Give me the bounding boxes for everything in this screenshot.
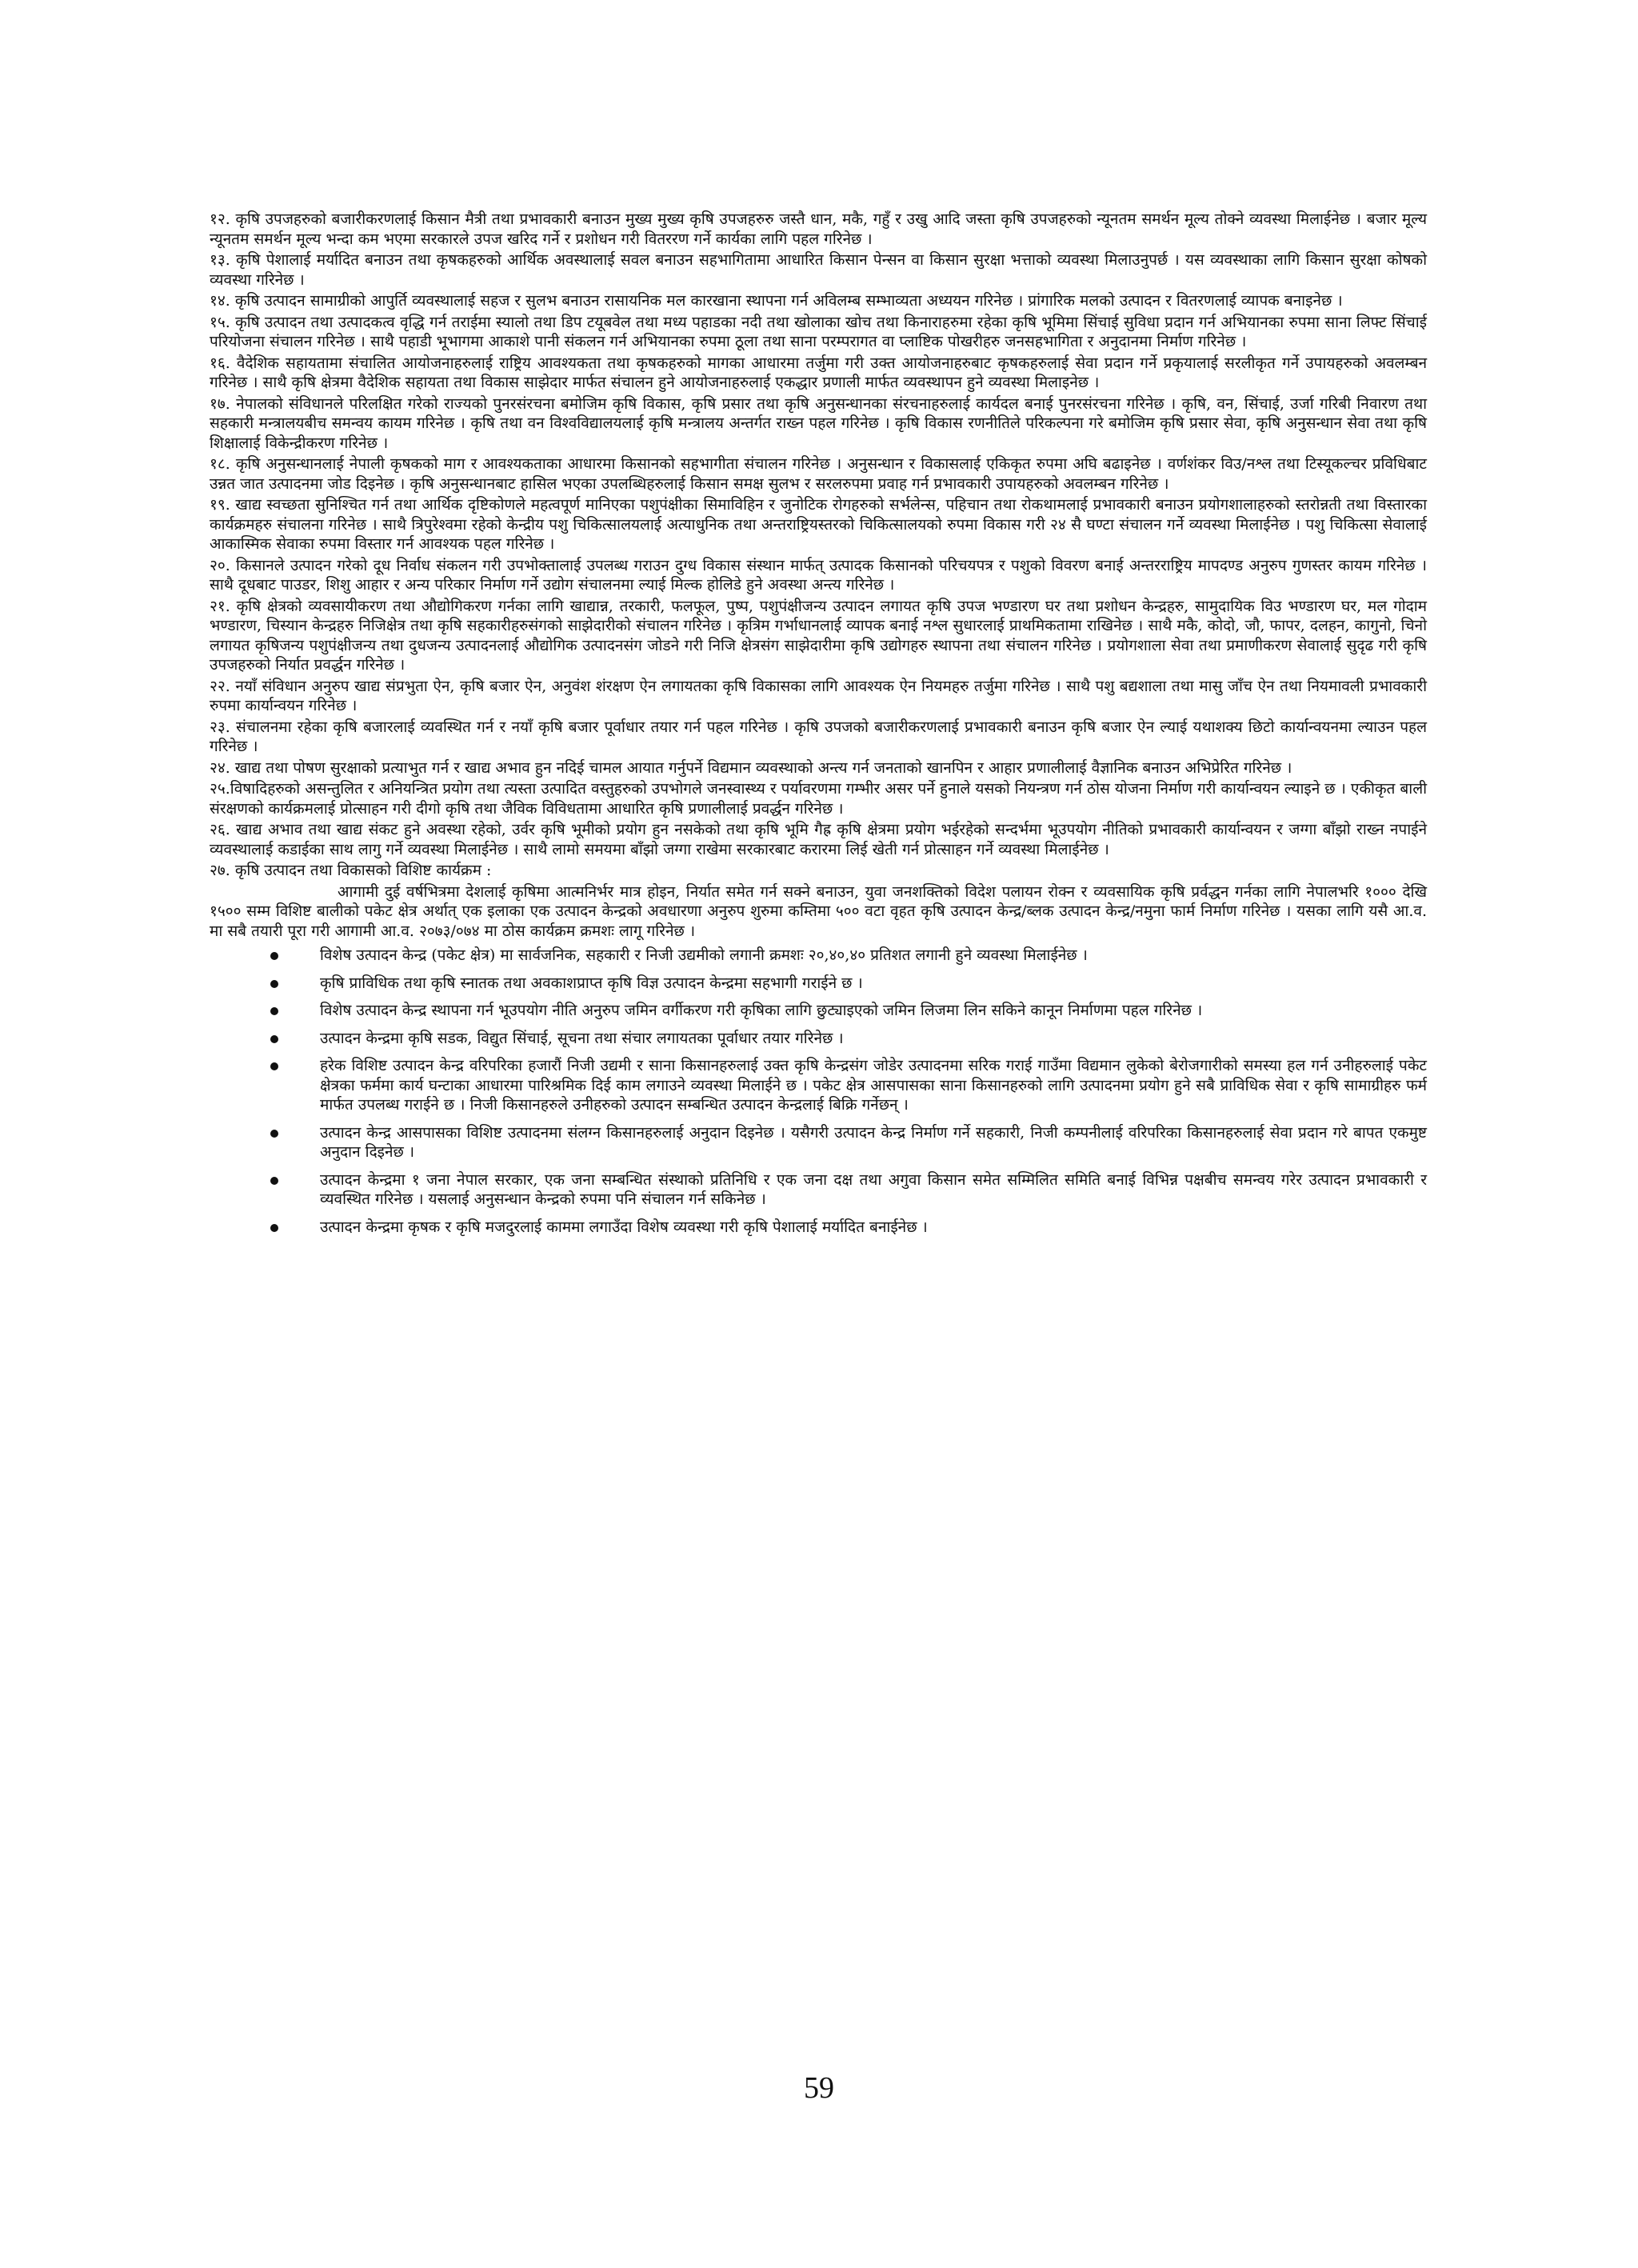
bullet-icon <box>270 1177 278 1185</box>
bullet-icon <box>270 1007 278 1015</box>
paragraph-12: १२. कृषि उपजहरुको बजारीकरणलाई किसान मैत्री तथा प्रभावकारी बनाउन मुख्य मुख्य कृषि उपजहरुरु जस्तै धान, मकै, गहुँ र उखु आदि जस्ता कृषि उपजहरुको न्यूनतम समर्थन मूल्य तोक्ने व्यवस्था मिलाईनेछ । बजार मूल्य न्यूनतम समर्थन मूल्य भन्दा कम भएमा सरकारले उपज खरिद गर्ने र प्रशोधन गरी वितररण गर्ने कार्यका लागि पहल गरिनेछ । <box>210 210 1427 248</box>
paragraph-16: १६. वैदेशिक सहायतामा संचालित आयोजनाहरुलाई राष्ट्रिय आवश्यकता तथा कृषकहरुको मागका आधारमा तर्जुमा गरी उक्त आयोजनाहरुबाट कृषकहरुलाई सेवा प्रदान गर्ने प्रकृयालाई सरलीकृत गर्ने उपायहरुको अवलम्बन गरिनेछ । साथै कृषि क्षेत्रमा वैदेशिक सहायता तथा विकास साझेदार मार्फत संचालन हुने आयोजनाहरुलाई एकद्धार प्रणाली मार्फत व्यवस्थापन हुने व्यवस्था मिलाइनेछ । <box>210 354 1427 391</box>
paragraph-21: २१. कृषि क्षेत्रको व्यवसायीकरण तथा औद्योगिकरण गर्नका लागि खाद्यान्न, तरकारी, फलफूल, पुष्प, पशुपंक्षीजन्य उत्पादन लगायत कृषि उपज भण्डारण घर तथा प्रशोधन केन्द्रहरु, सामुदायिक विउ भण्डारण घर, मल गोदाम भण्डारण, चिस्यान केन्द्रहरु निजिक्षेत्र तथा कृषि सहकारीहरुसंगको साझेदारीको संचालन गरिनेछ । कृत्रिम गर्भाधानलाई व्यापक बनाई नश्ल सुधारलाई प्राथमिकतामा राखिनेछ । साथै मकै, कोदो, जौ, फापर, दलहन, कागुनो, चिनो लगायत कृषिजन्य पशुपंक्षीजन्य तथा दुधजन्य उत्पादनलाई औद्योगिक उत्पादनसंग जोडने गरी निजि क्षेत्रसंग साझेदारीमा कृषि उद्योगहरु स्थापना तथा संचालन गरिनेछ । प्रयोगशाला सेवा तथा प्रमाणीकरण सेवालाई सुदृढ गरी कृषि उपजहरुको निर्यात प्रवर्द्धन गरिनेछ । <box>210 597 1427 674</box>
paragraph-15: १५. कृषि उत्पादन तथा उत्पादकत्व वृद्धि गर्न तराईमा स्यालो तथा डिप टयूबवेल तथा मध्य पहाडका नदी तथा खोलाका खोच तथा किनाराहरुमा रहेका कृषि भूमिमा सिंचाई सुविधा प्रदान गर्न अभियानका रुपमा साना लिफ्ट सिंचाई परियोजना संचालन गरिनेछ । साथै पहाडी भूभागमा आकाशे पानी संकलन गर्न अभियानका रुपमा ठूला तथा साना परम्परागत वा प्लाष्टिक पोखरीहरु जनसहभागिता र अनुदानमा निर्माण गरिनेछ । <box>210 313 1427 350</box>
bullet-icon <box>270 1035 278 1043</box>
bullet-icon <box>270 1130 278 1138</box>
list-item-text: उत्पादन केन्द्रमा १ जना नेपाल सरकार, एक जना सम्बन्धित संस्थाको प्रतिनिधि र एक जना दक्ष तथा अगुवा किसान समेत सम्मिलित समिति बनाई विभिन्न पक्षबीच समन्वय गरेर उत्पादन प्रभावकारी र व्यवस्थित गरिनेछ । यसलाई अनुसन्धान केन्द्रको रुपमा पनि संचालन गर्न सकिनेछ । <box>320 1170 1427 1208</box>
list-item-text: कृषि प्राविधिक तथा कृषि स्नातक तथा अवकाशप्राप्त कृषि विज्ञ उत्पादन केन्द्रमा सहभागी गराईने छ । <box>320 974 863 992</box>
list-item-text: उत्पादन केन्द्रमा कृषि सडक, विद्युत सिंचाई, सूचना तथा संचार लगायतका पूर्वाधार तयार गरिनेछ । <box>320 1029 844 1047</box>
bullet-icon <box>270 980 278 988</box>
paragraph-23: २३. संचालनमा रहेका कृषि बजारलाई व्यवस्थित गर्न र नयाँ कृषि बजार पूर्वाधार तयार गर्न पहल गरिनेछ । कृषि उपजको बजारीकरणलाई प्रभावकारी बनाउन कृषि बजार ऐन ल्याई यथाशक्य छिटो कार्यान्वयनमा ल्याउन पहल गरिनेछ । <box>210 718 1427 755</box>
section-intro: आगामी दुई वर्षभित्रमा देशलाई कृषिमा आत्मनिर्भर मात्र होइन, निर्यात समेत गर्न सक्ने बनाउन, युवा जनशक्तिको विदेश पलायन रोक्न र व्यवसायिक कृषि प्रर्वद्धन गर्नका लागि नेपालभरि १००० देखि १५०० सम्म विशिष्ट बालीको पकेट क्षेत्र अर्थात् एक इलाका एक उत्पादन केन्द्रको अवधारणा अनुरुप शुरुमा कम्तिमा ५०० वटा वृहत कृषि उत्पादन केन्द्र/ब्लक उत्पादन केन्द्र/नमुना फार्म निर्माण गरिनेछ । यसका लागि यसै आ.व. मा सबै तयारी पूरा गरी आगामी आ.व. २०७३/०७४ मा ठोस कार्यक्रम क्रमशः लागू गरिनेछ । <box>210 882 1427 940</box>
bullet-icon <box>270 1224 278 1232</box>
list-item <box>210 1123 1427 1162</box>
paragraph-19: १९. खाद्य स्वच्छता सुनिश्चित गर्न तथा आर्थिक दृष्टिकोणले महत्वपूर्ण मानिएका पशुपंक्षीका सिमाविहिन र जुनोटिक रोगहरुको सर्भलेन्स, पहिचान तथा रोकथामलाई प्रभावकारी बनाउन प्रयोगशालाहरुको स्तरोन्नती तथा विस्तारका कार्यक्रमहरु संचालना गरिनेछ । साथै त्रिपुरेश्वमा रहेको केन्द्रीय पशु चिकित्सालयलाई अत्याधुनिक तथा अन्तराष्ट्रियस्तरको चिकित्सालयको रुपमा विकास गरी २४ सै घण्टा संचालन गर्ने व्यवस्था मिलाईनेछ । पशु चिकित्सा सेवालाई आकास्मिक सेवाका रुपमा विस्तार गर्न आवश्यक पहल गरिनेछ । <box>210 496 1427 553</box>
list-item-text: विशेष उत्पादन केन्द्र (पकेट क्षेत्र) मा सार्वजनिक, सहकारी र निजी उद्यमीको लगानी क्रमशः २०,४०,४० प्रतिशत लगानी हुने व्यवस्था मिलाईनेछ । <box>320 946 1088 964</box>
paragraph-18: १८. कृषि अनुसन्धानलाई नेपाली कृषकको माग र आवश्यकताका आधारमा किसानको सहभागीता संचालन गरिनेछ । अनुसन्धान र विकासलाई एकिकृत रुपमा अघि बढाइनेछ । वर्णशंकर विउ/नश्ल तथा टिस्यूकल्चर प्रविधिबाट उन्नत जात उत्पादनमा जोड दिइनेछ । कृषि अनुसन्धानबाट हासिल भएका उपलब्धिहरुलाई किसान समक्ष सुलभ र सरलरुपमा प्रवाह गर्न प्रभावकारी उपायहरुको अवलम्बन गरिनेछ । <box>210 455 1427 493</box>
bullet-icon <box>270 952 278 960</box>
list-item <box>210 1001 1427 1021</box>
bullet-list <box>210 946 1427 1237</box>
page-number: 59 <box>804 2071 834 2105</box>
paragraph-22: २२. नयाँ संविधान अनुरुप खाद्य संप्रभुता ऐन, कृषि बजार ऐन, अनुवंश शंरक्षण ऐन लगायतका कृषि विकासका लागि आवश्यक ऐन नियमहरु तर्जुमा गरिनेछ । साथै पशु बद्यशाला तथा मासु जाँच ऐन तथा नियमावली प्रभावकारी रुपमा कार्यान्वयन गरिनेछ । <box>210 677 1427 714</box>
document-body <box>210 210 1427 1245</box>
paragraph-13: १३. कृषि पेशालाई मर्यादित बनाउन तथा कृषकहरुको आर्थिक अवस्थालाई सवल बनाउन सहभागितामा आधारित किसान पेन्सन वा किसान सुरक्षा भत्ताको व्यवस्था मिलाउनुपर्छ । यस व्यवस्थाका लागि किसान सुरक्षा कोषको व्यवस्था गरिनेछ । <box>210 251 1427 289</box>
list-item-text: विशेष उत्पादन केन्द्र स्थापना गर्न भूउपयोग नीति अनुरुप जमिन वर्गीकरण गरी कृषिका लागि छुट्याइएको जमिन लिजमा लिन सकिने कानून निर्माणमा पहल गरिनेछ । <box>320 1002 1203 1019</box>
paragraph-14: १४. कृषि उत्पादन सामाग्रीको आपुर्ति व्यवस्थालाई सहज र सुलभ बनाउन रासायनिक मल कारखाना स्थापना गर्न अविलम्ब सम्भाव्यता अध्ययन गरिनेछ । प्रांगारिक मलको उत्पादन र वितरणलाई व्यापक बनाइनेछ । <box>210 292 1343 310</box>
list-item-text: हरेक विशिष्ट उत्पादन केन्द्र वरिपरिका हजारौं निजी उद्यमी र साना किसानहरुलाई उक्त कृषि केन्द्रसंग जोडेर उत्पादनमा सरिक गराई गाउँमा विद्यमान लुकेको बेरोजगारीको समस्या हल गर्न उनीहरुलाई पकेट क्षेत्रका फर्ममा कार्य घन्टाका आधारमा पारिश्रमिक दिई काम लगाउने व्यवस्था मिलाईने छ । पकेट क्षेत्र आसपासका साना किसानहरुको लागि उत्पादनमा प्रयोग हुने सबै प्राविधिक सेवा र कृषि सामाग्रीहरु फर्म मार्फत उपलब्ध गराईने छ । निजी किसानहरुले उनीहरुको उत्पादन सम्बन्धित उत्पादन केन्द्रलाई बिक्रि गर्नेछन् । <box>320 1057 1427 1114</box>
paragraph-25: २५.विषादिहरुको असन्तुलित र अनियन्त्रित प्रयोग तथा त्यस्ता उत्पादित वस्तुहरुको उपभोगले जनस्वास्थ्य र पर्यावरणमा गम्भीर असर पर्ने हुनाले यसको नियन्त्रण गर्न ठोस योजना निर्माण गरी कार्यान्वयन ल्याइने छ । एकीकृत बाली संरक्षणको कार्यक्रमलाई प्रोत्साहन गरी दीगो कृषि तथा जैविक विविधतामा आधारित कृषि प्रणालीलाई प्रवर्द्धन गरिनेछ । <box>210 780 1427 818</box>
list-item-text: उत्पादन केन्द्रमा कृषक र कृषि मजदुरलाई काममा लगाउँदा विशेष व्यवस्था गरी कृषि पेशालाई मर्यादित बनाईनेछ । <box>320 1218 928 1236</box>
paragraph-26: २६. खाद्य अभाव तथा खाद्य संकट हुने अवस्था रहेको, उर्वर कृषि भूमीको प्रयोग हुन नसकेको तथा कृषि भूमि गैह्र कृषि क्षेत्रमा प्रयोग भईरहेको सन्दर्भमा भूउपयोग नीतिको प्रभावकारी कार्यान्वयन र जग्गा बाँझो राख्न नपाईने व्यवस्थालाई कडाईका साथ लागु गर्ने व्यवस्था मिलाईनेछ । साथै लामो समयमा बाँझो जग्गा राखेमा सरकारबाट करारमा लिई खेती गर्न प्रोत्साहन गर्ने व्यवस्था मिलाईनेछ । <box>210 821 1427 858</box>
list-item <box>210 974 1427 994</box>
list-item <box>210 946 1427 966</box>
list-item <box>210 1056 1427 1115</box>
paragraph-24: २४. खाद्य तथा पोषण सुरक्षाको प्रत्याभुत गर्न र खाद्य अभाव हुन नदिई चामल आयात गर्नुपर्ने विद्यमान व्यवस्थाको अन्त्य गर्न जनताको खानपिन र आहार प्रणालीलाई वैज्ञानिक बनाउन अभिप्रेरित गरिनेछ । <box>210 758 1292 777</box>
bullet-icon <box>270 1062 278 1070</box>
paragraph-17: १७. नेपालको संविधानले परिलक्षित गरेको राज्यको पुनरसंरचना बमोजिम कृषि विकास, कृषि प्रसार तथा कृषि अनुसन्धानका संरचनाहरुलाई कार्यदल बनाई पुनरसंरचना गरिनेछ । कृषि, वन, सिंचाई, उर्जा गरिबी निवारण तथा सहकारी मन्त्रालयबीच समन्वय कायम गरिनेछ । कृषि तथा वन विश्वविद्यालयलाई कृषि मन्त्रालय अन्तर्गत राख्न पहल गरिनेछ । कृषि विकास रणनीतिले परिकल्पना गरे बमोजिम कृषि प्रसार सेवा, कृषि अनुसन्धान सेवा तथा कृषि शिक्षालाई विकेन्द्रीकरण गरिनेछ । <box>210 394 1427 452</box>
list-item <box>210 1029 1427 1049</box>
list-item <box>210 1170 1427 1210</box>
list-item-text: उत्पादन केन्द्र आसपासका विशिष्ट उत्पादनमा संलग्न किसानहरुलाई अनुदान दिइनेछ । यसैगरी उत्पादन केन्द्र निर्माण गर्ने सहकारी, निजी कम्पनीलाई वरिपरिका किसानहरुलाई सेवा प्रदान गरे बापत एकमुष्ट अनुदान दिइनेछ । <box>320 1123 1427 1161</box>
paragraph-20: २०. किसानले उत्पादन गरेको दूध निर्वाध संकलन गरी उपभोक्तालाई उपलब्ध गराउन दुग्ध विकास संस्थान मार्फत् उत्पादक किसानको परिचयपत्र र पशुको विवरण बनाई अन्तरराष्ट्रिय मापदण्ड अनुरुप गुणस्तर कायम गरिनेछ । साथै दूधबाट पाउडर, शिशु आहार र अन्य परिकार निर्माण गर्ने उद्योग संचालनमा ल्याई मिल्क होलिडे हुने अवस्था अन्त्य गरिनेछ । <box>210 556 1427 594</box>
section-heading-27: २७. कृषि उत्पादन तथा विकासको विशिष्ट कार्यक्रम : <box>210 862 492 879</box>
list-item <box>210 1218 1427 1238</box>
